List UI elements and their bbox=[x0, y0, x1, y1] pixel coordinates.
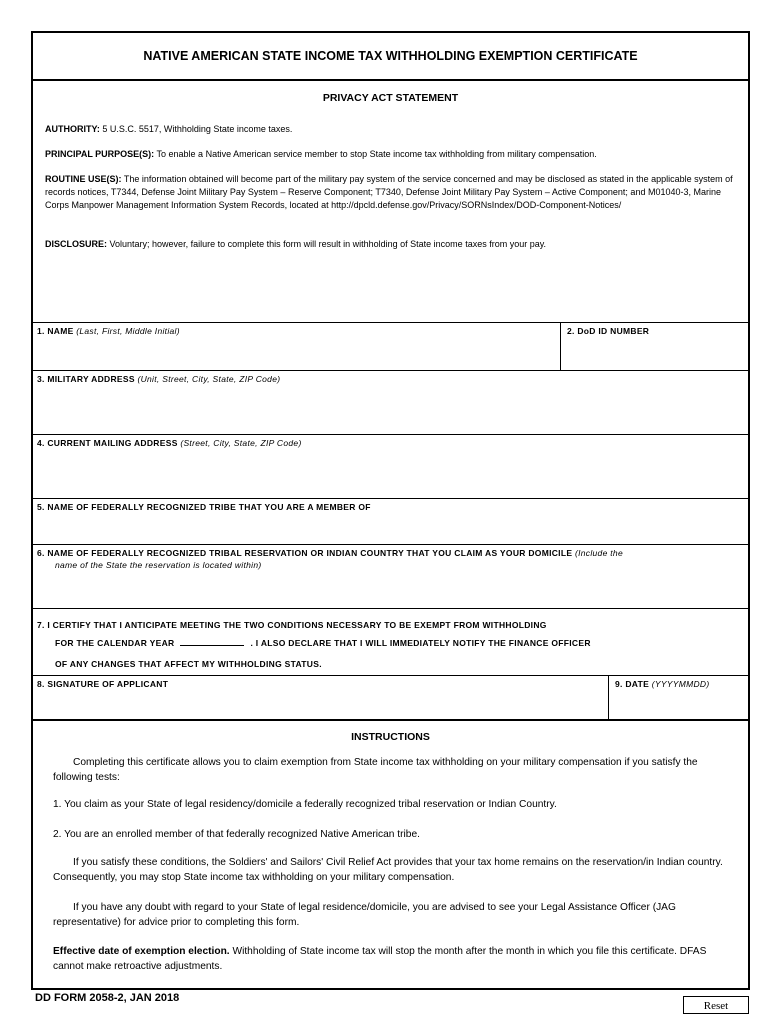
domicile-hint: name of the State the reservation is located within) bbox=[55, 560, 262, 570]
instructions-intro: Completing this certificate allows you to claim exemption from State income tax withholding on your military compensation if you satisfy the following tests: bbox=[53, 757, 698, 783]
mailing-address-field[interactable] bbox=[33, 435, 748, 499]
row-name-dodid bbox=[33, 323, 748, 371]
instruction-test-1: 1. You claim as your State of legal residency/domicile a federally recognized tribal reservation or Indian Country. bbox=[53, 799, 557, 810]
routine-use-text: ROUTINE USE(S): The information obtained will become part of the military pay system of the service concerned and may be disclosed as stated in the applicable system of records notices, T7344, Defense Joint Military Pay System – Reserve Component; T7340, Defense Joint Military Pay System – Active Component; and M01040-3, Marine Corps Manpower Management Information System Records, located at http://dpcld.defense.gov/Privacy/SORNsIndex/DOD-Component-Notices/ bbox=[45, 174, 733, 210]
reset-button[interactable]: Reset bbox=[683, 996, 749, 1014]
principal-purpose-text: PRINCIPAL PURPOSE(S): To enable a Native American service member to stop State income tax withholding from military compensation. bbox=[45, 149, 597, 159]
military-address-field[interactable] bbox=[33, 371, 748, 435]
calendar-year-input[interactable] bbox=[180, 645, 244, 646]
certify-line-1: 7. I CERTIFY THAT I ANTICIPATE MEETING THE TWO CONDITIONS NECESSARY TO BE EXEMPT FROM WITHHOLDING bbox=[37, 620, 547, 630]
authority-text: AUTHORITY: 5 U.S.C. 5517, Withholding State income taxes. bbox=[45, 124, 293, 134]
military-address-label: 3. MILITARY ADDRESS (Unit, Street, City, State, ZIP Code) bbox=[37, 374, 281, 384]
mailing-address-label: 4. CURRENT MAILING ADDRESS (Street, City, State, ZIP Code) bbox=[37, 438, 302, 448]
divider bbox=[560, 323, 561, 370]
instruction-effective-date: Effective date of exemption election. Withholding of State income tax will stop the month after the month in which you file this certificate. DFAS cannot make retroactive adjustments. bbox=[53, 946, 707, 972]
form-frame bbox=[31, 31, 750, 990]
instruction-test-2: 2. You are an enrolled member of that federally recognized Native American tribe. bbox=[53, 829, 420, 840]
instruction-paragraph-legal: If you have any doubt with regard to your State of legal residence/domicile, you are advised to see your Legal Assistance Officer (JAG representative) for advice prior to completing this form. bbox=[53, 902, 676, 928]
tribe-field[interactable] bbox=[33, 499, 748, 545]
signature-field[interactable]: 8. SIGNATURE OF APPLICANT bbox=[37, 679, 169, 689]
row-signature-date bbox=[33, 676, 748, 721]
certification-section bbox=[33, 609, 748, 676]
certify-line-2: FOR THE CALENDAR YEAR . I ALSO DECLARE THAT I WILL IMMEDIATELY NOTIFY THE FINANCE OFFICER bbox=[55, 638, 591, 648]
divider bbox=[608, 676, 609, 719]
instruction-paragraph-relief-act: If you satisfy these conditions, the Soldiers' and Sailors' Civil Relief Act provides that your tax home remains on the reservation/in Indian country. Consequently, you may stop State income tax withholding on your military compensation. bbox=[53, 857, 723, 883]
date-field[interactable]: 9. DATE (YYYYMMDD) bbox=[615, 679, 710, 689]
disclosure-text: DISCLOSURE: Voluntary; however, failure to complete this form will result in withholding of State income taxes from your pay. bbox=[45, 239, 547, 249]
form-title: NATIVE AMERICAN STATE INCOME TAX WITHHOLDING EXEMPTION CERTIFICATE bbox=[33, 33, 748, 81]
name-field[interactable]: 1. NAME (Last, First, Middle Initial) bbox=[37, 326, 180, 336]
privacy-act-statement bbox=[33, 81, 748, 323]
instructions-heading: INSTRUCTIONS bbox=[351, 731, 430, 743]
dod-id-field[interactable]: 2. DoD ID NUMBER bbox=[567, 326, 650, 336]
privacy-heading: PRIVACY ACT STATEMENT bbox=[322, 92, 459, 104]
certify-line-3: OF ANY CHANGES THAT AFFECT MY WITHHOLDING STATUS. bbox=[55, 659, 322, 669]
tribe-label: 5. NAME OF FEDERALLY RECOGNIZED TRIBE THAT YOU ARE A MEMBER OF bbox=[37, 502, 371, 512]
domicile-field[interactable] bbox=[33, 545, 748, 609]
form-id: DD FORM 2058-2, JAN 2018 bbox=[35, 992, 180, 1004]
domicile-label: 6. NAME OF FEDERALLY RECOGNIZED TRIBAL RESERVATION OR INDIAN COUNTRY THAT YOU CLAIM AS YOUR DOMICILE (Include the bbox=[37, 548, 623, 558]
